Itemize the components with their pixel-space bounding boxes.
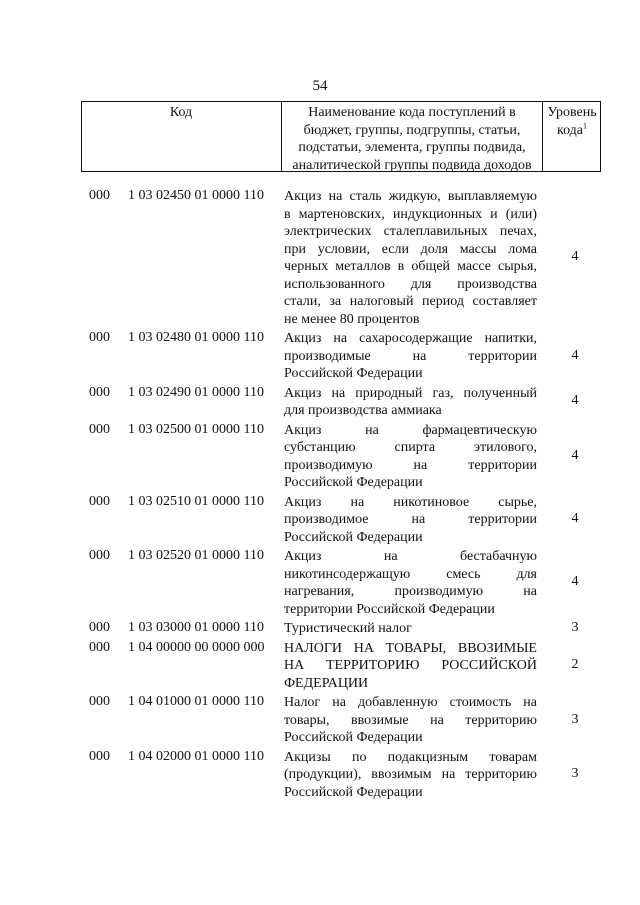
revenue-code: 1 03 02500 01 0000 110	[128, 421, 264, 437]
revenue-name-line: производимое на территории	[284, 512, 537, 527]
table-header	[81, 101, 601, 172]
code-level: 3	[571, 620, 579, 635]
revenue-name-line: не менее 80 процентов	[284, 311, 420, 327]
revenue-name-line: Акциз на сахаросодержащие напитки,	[284, 331, 537, 346]
revenue-name-line: производимые на территории	[284, 348, 537, 364]
revenue-name-line: электрических сталеплавильных печах,	[284, 224, 537, 239]
code-level: 3	[571, 711, 579, 727]
revenue-name-line: для производства аммиака	[284, 403, 442, 418]
revenue-name-line: НА ТЕРРИТОРИЮ РОССИЙСКОЙ	[284, 658, 537, 673]
code-level: 4	[571, 511, 579, 526]
admin-code: 000	[89, 421, 110, 437]
header-top-rule	[81, 101, 601, 102]
admin-code: 000	[89, 493, 110, 509]
revenue-name-line: черных металлов в общей массе сырья,	[284, 259, 537, 274]
header-name-line: подстатьи, элемента, группы подвида,	[298, 140, 526, 155]
code-level: 4	[571, 574, 579, 590]
header-level-line: кода$^1$	[556, 120, 588, 138]
admin-code: 000	[89, 384, 110, 400]
revenue-name	[284, 494, 537, 547]
revenue-code: 1 03 02510 01 0000 110	[128, 493, 264, 509]
revenue-name-line: нагревания, производимую на	[284, 584, 537, 599]
table-row	[0, 640, 640, 693]
revenue-name-line: Российской Федерации	[284, 366, 423, 381]
table-row	[0, 694, 640, 747]
code-level: 3	[571, 766, 579, 781]
revenue-name-line: субстанцию спирта этилового,	[284, 440, 537, 455]
code-level: 2	[571, 657, 579, 672]
revenue-name-line: стали, за налоговый период составляет	[284, 294, 537, 309]
revenue-code: 1 03 02480 01 0000 110	[128, 330, 264, 345]
table-row	[0, 494, 640, 547]
revenue-code: 1 04 02000 01 0000 110	[128, 748, 264, 764]
revenue-name	[284, 385, 537, 420]
code-level: 4	[571, 447, 579, 463]
revenue-code: 1 03 02520 01 0000 110	[128, 548, 264, 563]
code-level: 4	[571, 347, 579, 363]
table-row	[0, 620, 640, 638]
revenue-code: 1 03 03000 01 0000 110	[128, 620, 264, 635]
revenue-name	[284, 422, 537, 492]
revenue-name-line: Российской Федерации	[284, 784, 423, 800]
revenue-name-line: Акцизы по подакцизным товарам	[284, 749, 537, 765]
table-row	[0, 330, 640, 383]
table-row	[0, 422, 640, 492]
revenue-name	[284, 330, 537, 383]
revenue-name-line: товары, ввозимые на территорию	[284, 712, 537, 728]
header-name	[282, 104, 542, 174]
table-row	[0, 548, 640, 618]
revenue-name-line: при условии, если доля массы лома	[284, 241, 537, 257]
admin-code: 000	[89, 330, 110, 345]
table-row	[0, 188, 640, 328]
revenue-name	[284, 694, 537, 747]
revenue-name-line: Акциз на фармацевтическую	[284, 422, 537, 438]
code-level: 4	[571, 393, 579, 409]
footnote-marker: 1	[583, 120, 588, 130]
admin-code: 000	[89, 620, 110, 635]
table-row	[0, 749, 640, 802]
revenue-name-line: Российской Федерации	[284, 475, 423, 490]
revenue-name-line: территории Российской Федерации	[284, 601, 495, 617]
revenue-code: 1 03 02450 01 0000 110	[128, 188, 264, 203]
revenue-name-line: НАЛОГИ НА ТОВАРЫ, ВВОЗИМЫЕ	[284, 640, 537, 656]
revenue-name	[284, 620, 537, 638]
revenue-name-line: Акциз на природный газ, полученный	[284, 385, 537, 401]
revenue-name	[284, 548, 537, 618]
revenue-name-line: использованного для производства	[284, 276, 537, 292]
revenue-name	[284, 749, 537, 802]
header-code: Код	[169, 105, 193, 120]
header-name-line: бюджет, группы, подгруппы, статьи,	[303, 122, 521, 138]
revenue-name-line: Туристический налог	[284, 621, 412, 636]
revenue-name-line: Российской Федерации	[284, 730, 423, 745]
revenue-name-line: Акциз на сталь жидкую, выплавляемую	[284, 189, 537, 204]
header-level-line: Уровень	[547, 105, 597, 120]
admin-code: 000	[89, 694, 110, 709]
revenue-name	[284, 188, 537, 328]
header-level	[543, 104, 601, 139]
revenue-code: 1 03 02490 01 0000 110	[128, 384, 264, 400]
admin-code: 000	[89, 548, 110, 563]
revenue-name-line: производимую на территории	[284, 457, 537, 473]
admin-code: 000	[89, 748, 110, 764]
revenue-name-line: Российской Федерации	[284, 529, 423, 545]
revenue-code: 1 04 00000 00 0000 000	[128, 639, 265, 655]
code-level: 4	[571, 249, 579, 265]
revenue-name-line: Акциз на бестабачную	[284, 549, 537, 564]
revenue-name-line: никотинсодержащую смесь для	[284, 566, 537, 582]
revenue-name-line: ФЕДЕРАЦИИ	[284, 675, 369, 691]
admin-code: 000	[89, 639, 110, 655]
admin-code: 000	[89, 188, 110, 203]
revenue-name-line: (продукции), ввозимым на территорию	[284, 767, 537, 782]
header-name-line: Наименование кода поступлений в	[308, 105, 516, 120]
header-name-line: аналитической группы подвида доходов	[292, 157, 532, 173]
page-number: 54	[312, 78, 328, 94]
revenue-name	[284, 640, 537, 693]
revenue-name-line: Налог на добавленную стоимость на	[284, 695, 537, 710]
revenue-name-line: в мартеновских, индукционных и (или)	[284, 206, 537, 222]
revenue-name-line: Акциз на никотиновое сырье,	[284, 494, 537, 510]
table-row	[0, 385, 640, 420]
revenue-code: 1 04 01000 01 0000 110	[128, 694, 264, 709]
